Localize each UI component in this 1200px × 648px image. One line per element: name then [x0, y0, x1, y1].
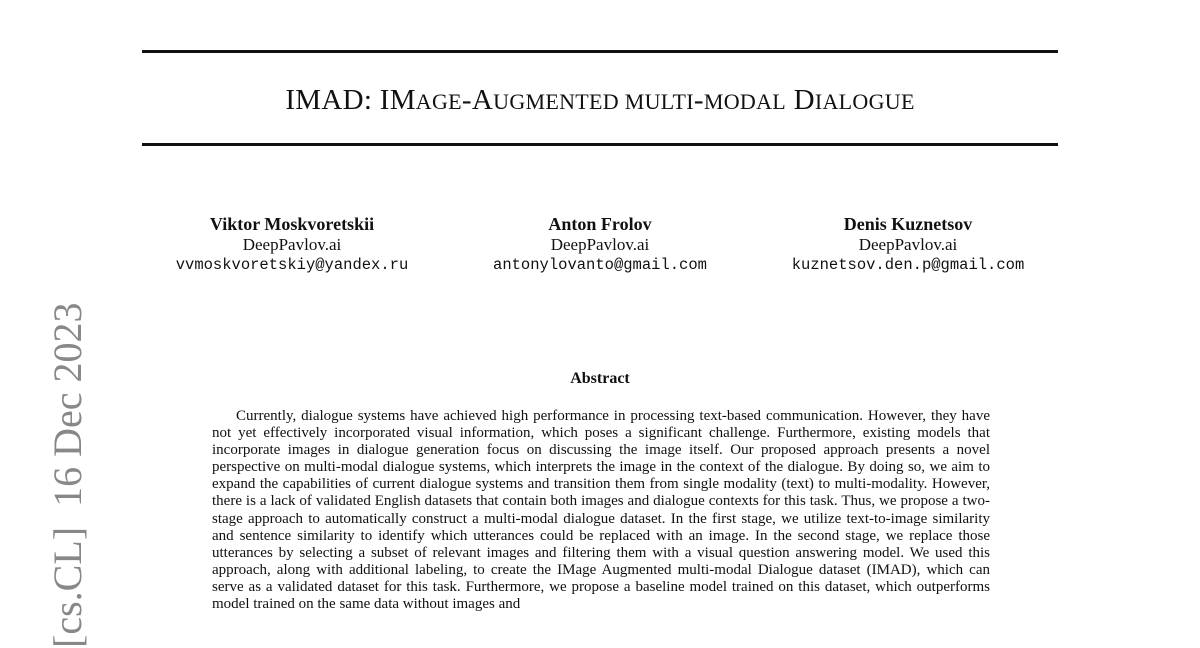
author-email[interactable]: kuznetsov.den.p@gmail.com — [791, 256, 1025, 274]
author-email[interactable]: vvmoskvoretskiy@yandex.ru — [175, 256, 409, 274]
title-top-rule — [142, 50, 1058, 53]
paper-title — [0, 84, 1200, 117]
arxiv-date: 16 Dec 2023 — [45, 302, 90, 507]
title-part: - — [693, 84, 704, 116]
arxiv-side-stamp — [45, 302, 90, 648]
arxiv-category: [cs.CL] — [45, 526, 90, 648]
title-part: IALOGUE — [814, 89, 915, 114]
title-bottom-rule — [142, 143, 1058, 146]
title-part: AGE — [415, 89, 462, 114]
title-part: -A — [461, 84, 494, 116]
author-name: Anton Frolov — [548, 214, 652, 234]
abstract-body: Currently, dialogue systems have achieved high performance in processing text-based communication. However, they have not yet effectively incorporated visual information, which poses a significant challenge. Furthermore, existing models that incorporate images in dialogue generation focus on discussing the image itself. Our proposed approach presents a novel perspective on multi-modal dialogue systems, which interprets the image in the context of the dialogue. By doing so, we aim to expand the capabilities of current dialogue systems and transition them from single modality (text) to multi-modality. However, there is a lack of validated English datasets that contain both images and dialogue contexts for this task. Thus, we propose a two-stage approach to automatically construct a multi-modal dialogue dataset. In the first stage, we utilize text-to-image similarity and sentence similarity to identify which utterances could be replaced with an image. In the second stage, we replace those utterances by selecting a subset of relevant images and filtering them with a visual question answering model. We used this approach, along with additional labeling, to create the IMage Augmented multi-modal Dialogue dataset (IMAD), which can serve as a validated dataset for this task. Furthermore, we propose a baseline model trained on this dataset, which outperforms model trained on the same data without images and — [212, 408, 990, 613]
author-list — [142, 214, 1058, 276]
author-block — [142, 214, 442, 276]
title-part: D — [786, 84, 815, 116]
title-part: MODAL — [703, 89, 787, 114]
author-block — [758, 214, 1058, 276]
author-affiliation: DeepPavlov.ai — [242, 235, 342, 254]
title-part: IMAD: IM — [285, 84, 416, 116]
title-part: UGMENTED MULTI — [493, 89, 694, 114]
author-affiliation: DeepPavlov.ai — [858, 235, 958, 254]
author-name: Denis Kuznetsov — [843, 214, 973, 234]
author-block — [450, 214, 750, 276]
author-name: Viktor Moskvoretskii — [209, 214, 375, 234]
abstract-heading: Abstract — [570, 370, 630, 387]
author-affiliation: DeepPavlov.ai — [550, 235, 650, 254]
author-email[interactable]: antonylovanto@gmail.com — [493, 256, 707, 274]
